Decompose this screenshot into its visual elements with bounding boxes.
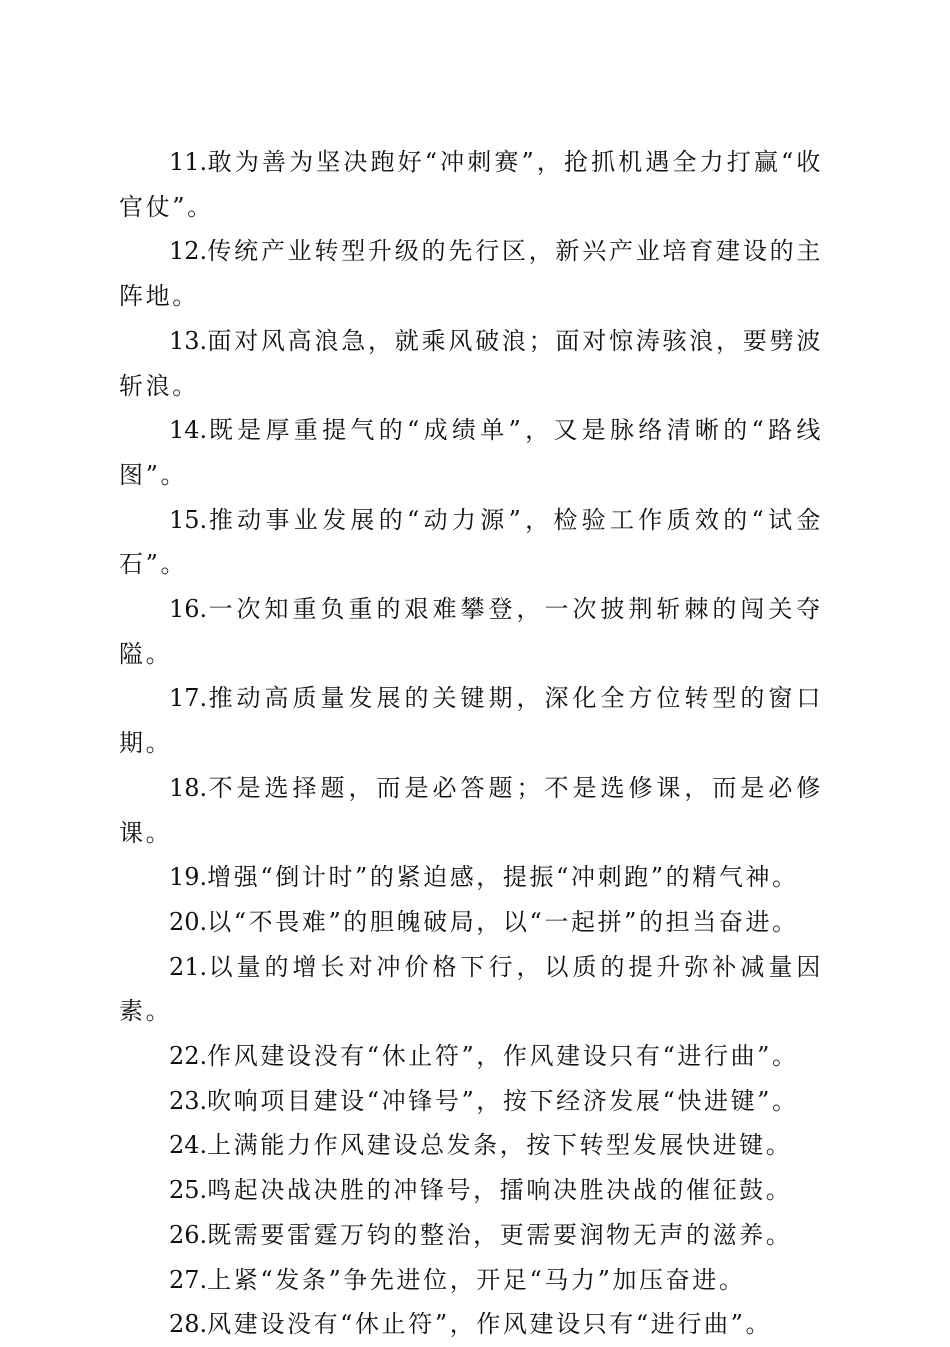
item-text: 面对风高浪急，就乘风破浪；面对惊涛骇浪，要劈波斩浪。: [119, 326, 823, 400]
item-number: 19.: [169, 863, 208, 892]
list-item: [119, 766, 823, 855]
item-text: 风建设没有“休止符”，作风建设只有“进行曲”。: [207, 1310, 773, 1339]
item-number: 15.: [169, 505, 208, 534]
item-number: 23.: [169, 1086, 208, 1115]
item-number: 11.: [169, 148, 208, 176]
item-number: 25.: [169, 1176, 208, 1205]
item-text: 推动事业发展的“动力源”，检验工作质效的“试金石”。: [119, 505, 823, 579]
item-text: 上满能力作风建设总发条，按下转型发展快进键。: [207, 1131, 793, 1160]
item-text: 传统产业转型升级的先行区，新兴产业培育建设的主阵地。: [119, 237, 823, 311]
list-item: [119, 1079, 823, 1124]
list-item: [119, 319, 823, 408]
item-text: 既需要雷霆万钧的整治，更需要润物无声的滋养。: [207, 1220, 793, 1249]
list-item: [119, 408, 823, 497]
item-text: 鸣起决战决胜的冲锋号，擂响决胜决战的催征鼓。: [207, 1176, 793, 1205]
list-item: [119, 900, 823, 945]
list-item: [119, 1258, 823, 1303]
item-number: 26.: [169, 1220, 208, 1249]
list-item: [119, 676, 823, 765]
list-item: [119, 1123, 823, 1168]
item-text: 不是选择题，而是必答题；不是选修课，而是必修课。: [119, 773, 823, 847]
item-text: 以“不畏难”的胆魄破局，以“一起拼”的担当奋进。: [207, 907, 799, 936]
item-number: 14.: [169, 416, 208, 445]
item-text: 增强“倒计时”的紧迫感，提振“冲刺跑”的精气神。: [207, 863, 799, 892]
item-number: 22.: [169, 1042, 208, 1071]
list-item: [119, 1034, 823, 1079]
item-text: 作风建设没有“休止符”，作风建设只有“进行曲”。: [207, 1042, 799, 1071]
item-number: 28.: [169, 1310, 208, 1339]
item-number: 21.: [169, 952, 208, 981]
list-item: [119, 1213, 823, 1258]
item-text: 推动高质量发展的关键期，深化全方位转型的窗口期。: [119, 684, 823, 758]
item-text: 既是厚重提气的“成绩单”，又是脉络清晰的“路线图”。: [119, 416, 823, 489]
item-number: 18.: [169, 773, 208, 802]
list-item: [119, 140, 823, 229]
item-text: 敢为善为坚决跑好“冲刺赛”，抢抓机遇全力打赢“收官仗”。: [119, 148, 823, 221]
list-item: [119, 1168, 823, 1213]
list-item: [119, 587, 823, 676]
list-item: [119, 945, 823, 1034]
list-item: [119, 855, 823, 900]
item-number: 17.: [169, 684, 208, 713]
item-number: 24.: [169, 1131, 208, 1160]
list-item: [119, 498, 823, 587]
item-number: 13.: [169, 326, 208, 355]
item-text: 一次知重负重的艰难攀登，一次披荆斩棘的闯关夺隘。: [119, 595, 823, 668]
item-text: 以量的增长对冲价格下行，以质的提升弥补减量因素。: [119, 952, 823, 1026]
list-item: [119, 1302, 823, 1347]
item-number: 20.: [169, 907, 208, 936]
item-number: 16.: [169, 595, 208, 624]
item-text: 吹响项目建设“冲锋号”，按下经济发展“快进键”。: [207, 1086, 799, 1115]
document-body: [119, 140, 823, 1347]
item-number: 27.: [169, 1265, 208, 1294]
list-item: [119, 229, 823, 318]
item-text: 上紧“发条”争先进位，开足“马力”加压奋进。: [207, 1265, 746, 1294]
item-number: 12.: [169, 237, 208, 266]
